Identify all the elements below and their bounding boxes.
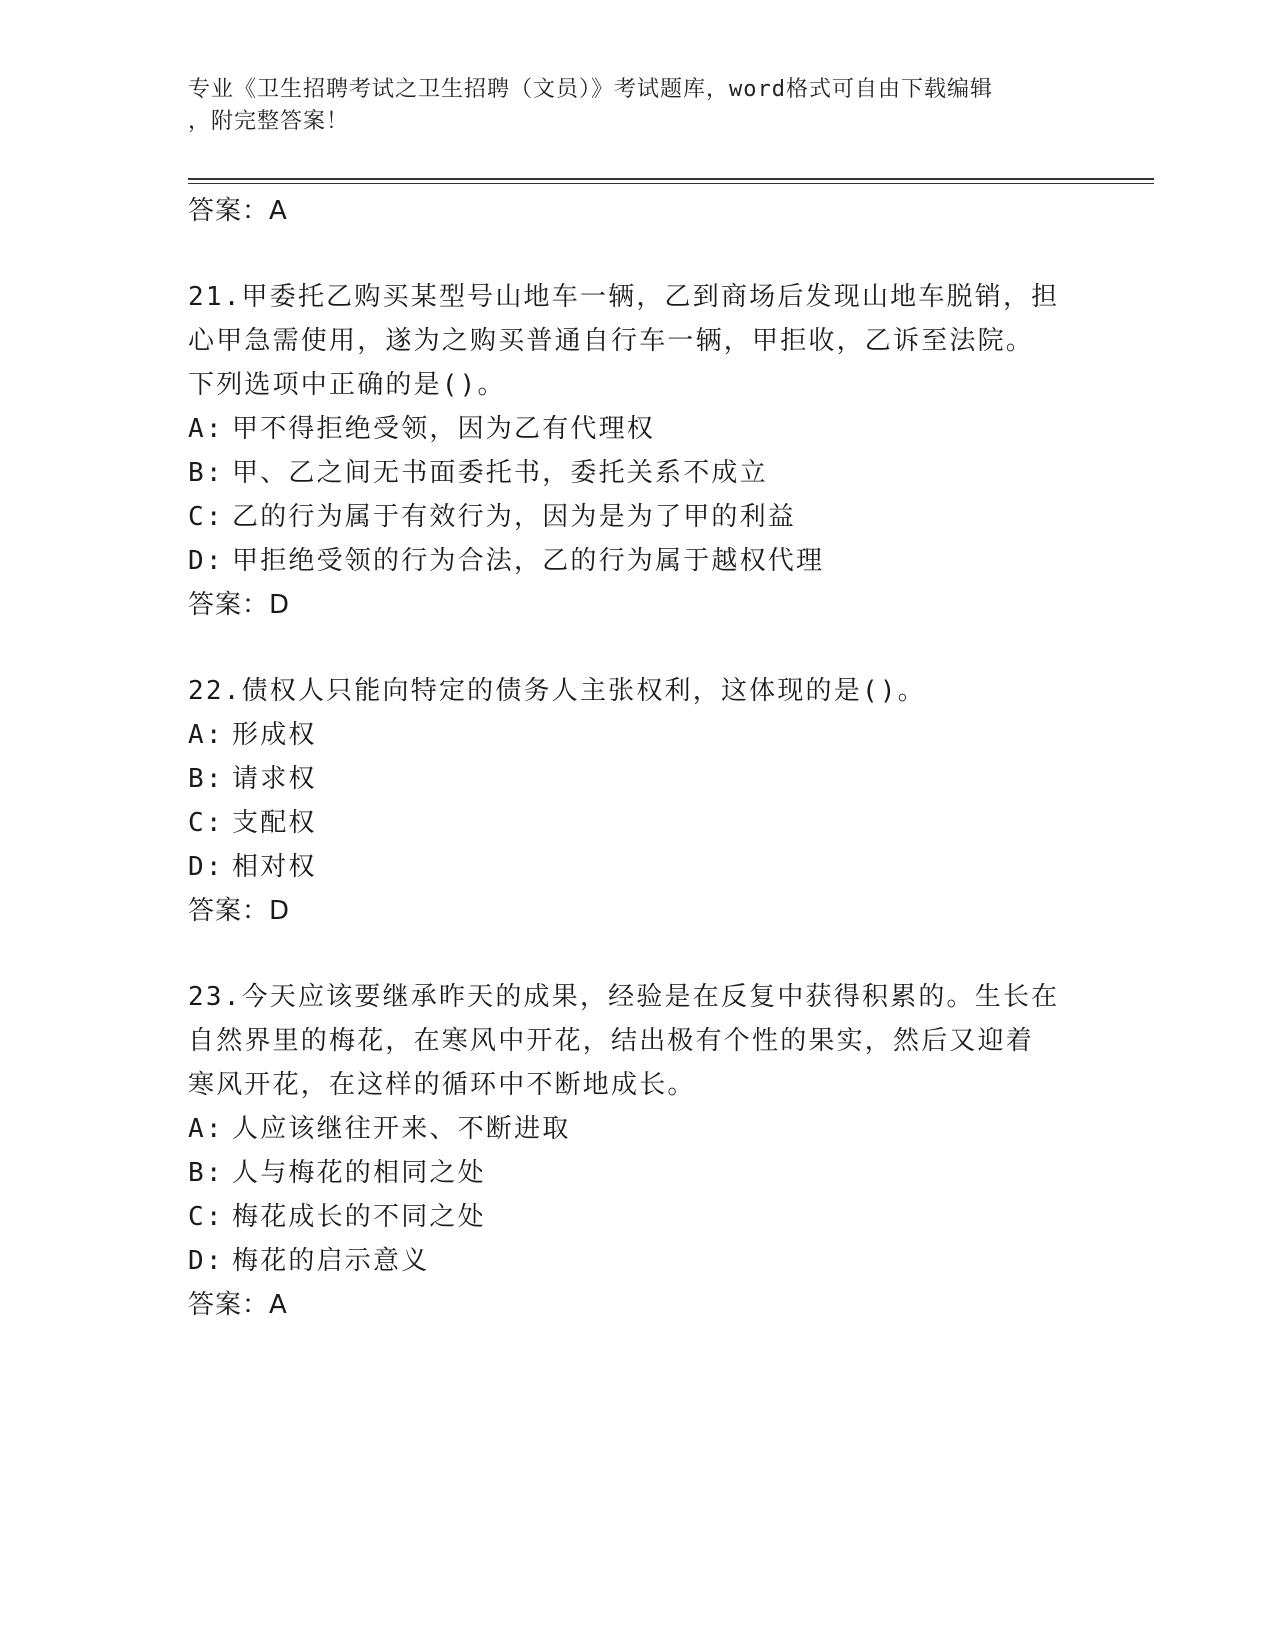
option-text: 人与梅花的相同之处 bbox=[232, 1158, 486, 1188]
option-key: D: bbox=[188, 546, 224, 576]
option-text: 甲、乙之间无书面委托书，委托关系不成立 bbox=[232, 458, 768, 488]
page-header bbox=[188, 74, 1088, 138]
question-23-option-a bbox=[188, 1112, 570, 1146]
question-23-answer: 答案：A bbox=[188, 1290, 288, 1320]
option-key: B: bbox=[188, 458, 224, 488]
header-divider-thin bbox=[188, 183, 1154, 184]
option-key: A: bbox=[188, 720, 224, 750]
option-text: 形成权 bbox=[232, 720, 317, 750]
option-key: A: bbox=[188, 1114, 224, 1144]
question-22-answer: 答案：D bbox=[188, 896, 291, 926]
question-21-stem-line-3: 下列选项中正确的是()。 bbox=[188, 370, 506, 400]
question-21-answer: 答案：D bbox=[188, 590, 291, 620]
option-text: 乙的行为属于有效行为，因为是为了甲的利益 bbox=[232, 502, 797, 532]
question-21-option-a bbox=[188, 412, 655, 446]
question-21-option-b bbox=[188, 456, 768, 490]
question-22-option-a bbox=[188, 718, 317, 752]
question-22-stem-line-1: 22.债权人只能向特定的债务人主张权利，这体现的是()。 bbox=[188, 676, 926, 706]
option-text: 甲不得拒绝受领，因为乙有代理权 bbox=[232, 414, 656, 444]
question-22-option-b bbox=[188, 762, 317, 796]
option-key: D: bbox=[188, 1246, 224, 1276]
question-23-option-b bbox=[188, 1156, 486, 1190]
option-text: 请求权 bbox=[232, 764, 317, 794]
option-key: A: bbox=[188, 414, 224, 444]
question-23-stem-line-2: 自然界里的梅花，在寒风中开花，结出极有个性的果实，然后又迎着 bbox=[188, 1026, 1035, 1056]
option-key: B: bbox=[188, 1158, 224, 1188]
header-divider-thick bbox=[188, 178, 1154, 180]
option-key: C: bbox=[188, 502, 224, 532]
question-21-option-c bbox=[188, 500, 796, 534]
option-text: 人应该继往开来、不断进取 bbox=[232, 1114, 571, 1144]
previous-answer: 答案：A bbox=[188, 196, 288, 226]
question-23-option-c bbox=[188, 1200, 486, 1234]
question-23-option-d bbox=[188, 1244, 429, 1278]
option-text: 相对权 bbox=[232, 852, 317, 882]
question-21-stem-line-2: 心甲急需使用，遂为之购买普通自行车一辆，甲拒收，乙诉至法院。 bbox=[188, 326, 1035, 356]
option-text: 梅花的启示意义 bbox=[232, 1246, 430, 1276]
option-text: 甲拒绝受领的行为合法，乙的行为属于越权代理 bbox=[232, 546, 825, 576]
option-key: C: bbox=[188, 808, 224, 838]
option-key: C: bbox=[188, 1202, 224, 1232]
question-22-option-c bbox=[188, 806, 317, 840]
option-text: 支配权 bbox=[232, 808, 317, 838]
question-23-stem-line-1: 23.今天应该要继承昨天的成果，经验是在反复中获得积累的。生长在 bbox=[188, 982, 1060, 1012]
header-line-1: 专业《卫生招聘考试之卫生招聘（文员）》考试题库，word格式可自由下载编辑 bbox=[188, 77, 993, 102]
question-22-option-d bbox=[188, 850, 317, 884]
option-key: B: bbox=[188, 764, 224, 794]
question-23-stem-line-3: 寒风开花，在这样的循环中不断地成长。 bbox=[188, 1070, 696, 1100]
option-key: D: bbox=[188, 852, 224, 882]
question-21-stem-line-1: 21.甲委托乙购买某型号山地车一辆，乙到商场后发现山地车脱销，担 bbox=[188, 282, 1060, 312]
option-text: 梅花成长的不同之处 bbox=[232, 1202, 486, 1232]
question-21-option-d bbox=[188, 544, 824, 578]
header-line-2: ，附完整答案！ bbox=[188, 109, 350, 134]
